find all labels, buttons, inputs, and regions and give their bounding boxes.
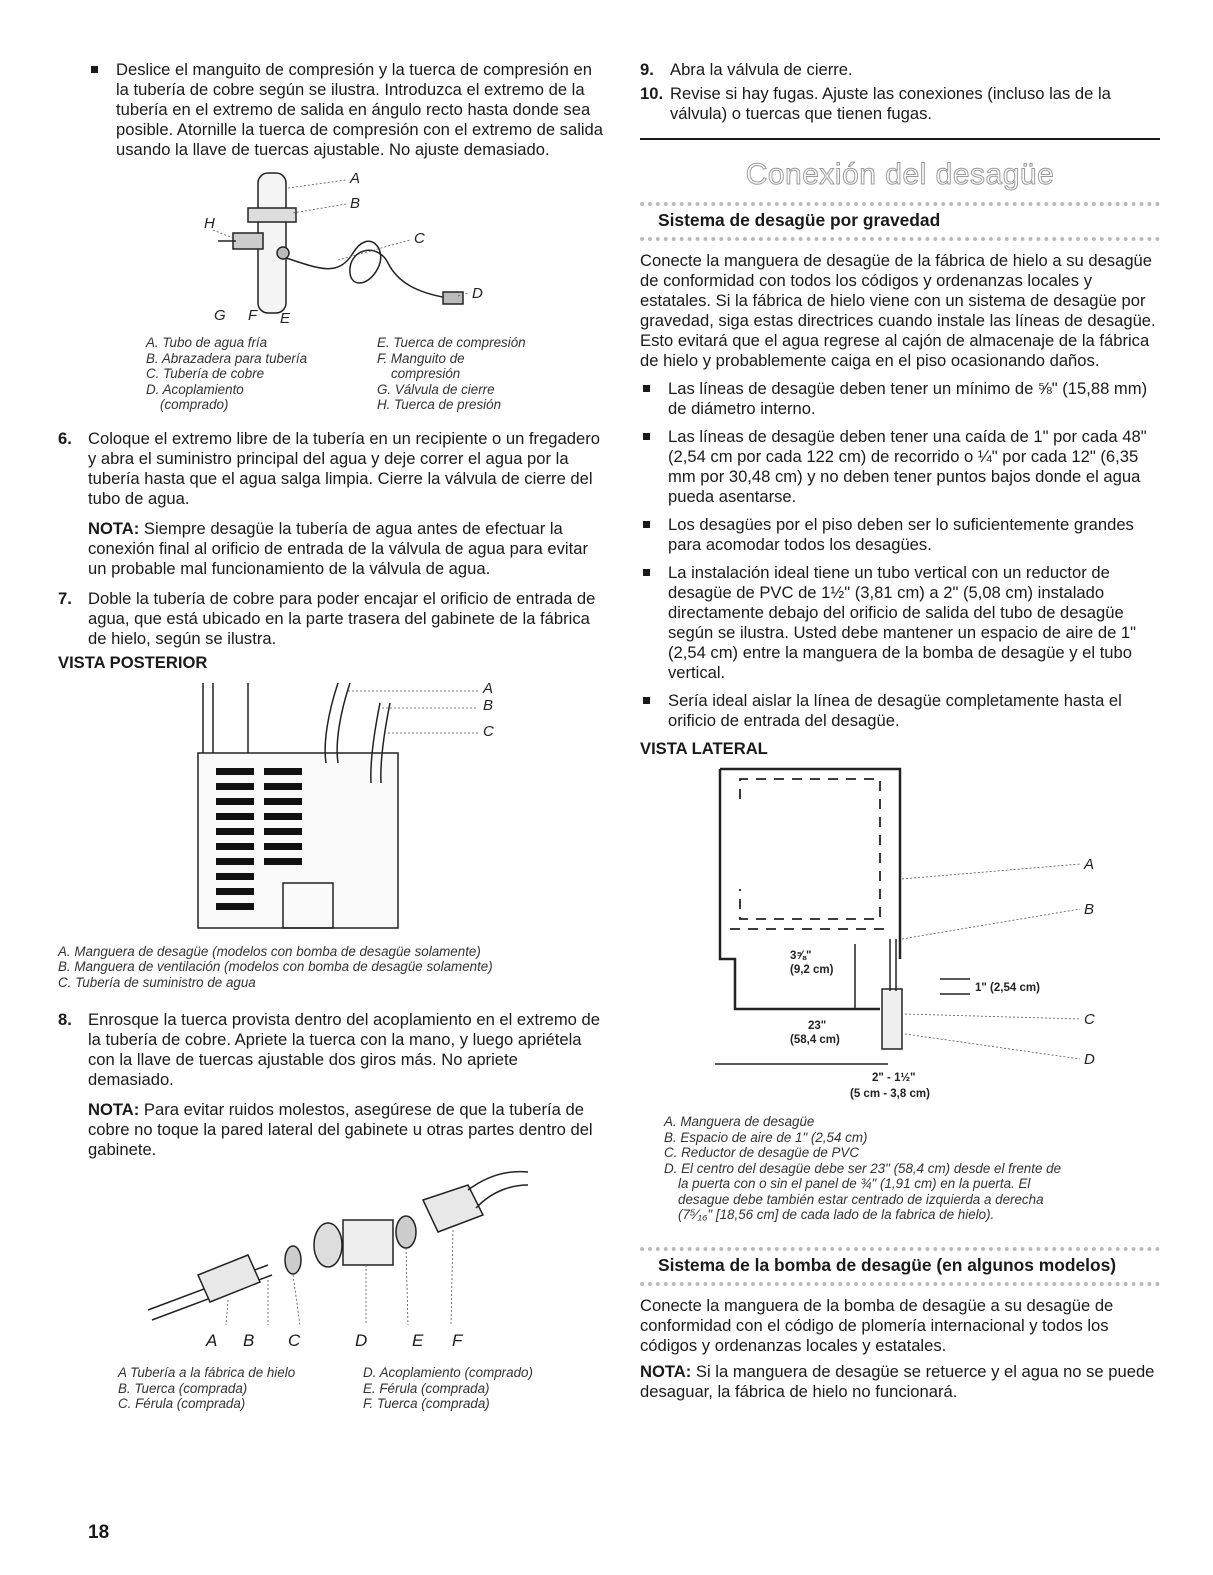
fig3-captions — [88, 1365, 608, 1412]
step-9: 9. Abra la válvula de cierre. — [640, 60, 853, 79]
step-8: 8. Enrosque la tuerca provista dentro del acoplamiento en el extremo de la tubería de cobre. Apriete la tuerca con la mano, y luego apriétela con la llave de tuercas ajustable dos giros más. No apriete demasiado. — [58, 1010, 600, 1089]
figure-side-view — [640, 759, 1160, 1109]
dim-gap: 1" (2,54 cm) — [975, 982, 1040, 994]
caption: F. Tuerca (comprada) — [363, 1396, 490, 1411]
fig1-captions — [88, 335, 608, 413]
caption: A. Tubo de agua fría — [146, 335, 268, 350]
fig3-label-c: C — [288, 1331, 301, 1350]
fig1-label-c: C — [414, 230, 425, 247]
figure-rear-view — [88, 673, 608, 933]
figure-valve-assembly — [88, 168, 608, 328]
pump-drain-heading: Sistema de la bomba de desagüe (en algunos modelos) — [640, 1247, 1160, 1286]
fig4-label-a: A — [1084, 856, 1095, 873]
dim-depth-cm: (58,4 cm) — [790, 1034, 840, 1046]
pump-text: Conecte la manguera de la bomba de desagüe a su desagüe de conformidad con el código de plomería internacional y todos los códigos y ordenanzas locales y estatales. — [640, 1295, 1114, 1355]
caption: E. Tuerca de compresión — [377, 335, 526, 350]
caption: H. Tuerca de presión — [377, 397, 502, 412]
caption: B. Abrazadera para tubería — [146, 350, 308, 366]
right-column — [640, 60, 1160, 1402]
caption: A. Manguera de desagüe — [664, 1114, 815, 1129]
vista-lateral-heading: VISTA LATERAL — [640, 739, 768, 758]
drain-bullet: La instalación ideal tiene un tubo vertical con un reductor de desagüe de PVC de 1½" (3,81 cm) a 2" (5,08 cm) instalado directamente debajo del orificio de salida del tubo de desagüe según se ilustra. Usted debe mantener un espacio de aire de 1" (2,54 cm) entre la manguera de la bomba de desagüe y el tubo vertical. — [640, 563, 1160, 683]
caption: desague debe también estar centrado de izquierda a derecha — [678, 1191, 1044, 1207]
fig2-label-b: B — [483, 696, 494, 714]
step-6: 6. Coloque el extremo libre de la tubería en un recipiente o un fregadero y abra el suministro principal del agua y deje correr el agua por la tubería hasta que el agua salga limpia. Cierre la válvula de cierre del tubo de agua. — [58, 428, 600, 508]
fig2-captions — [58, 944, 608, 991]
dim-pipe: 2" - 1½" — [872, 1072, 916, 1084]
fig1-label-f: F — [248, 307, 258, 324]
note-8: NOTA: Para evitar ruidos molestos, asegúrese de que la tubería de cobre no toque la pared lateral del gabinete u otras partes dentro del gabinete. — [88, 1100, 593, 1159]
pump-note: NOTA: Si la manguera de desagüe se retuerce y el agua no se puede desaguar, la fábrica de hielo no funcionará. — [640, 1361, 1155, 1401]
fig1-label-a: A — [350, 170, 361, 187]
caption: C. Reductor de desagüe de PVC — [664, 1145, 860, 1160]
fig2-label-a: A — [483, 679, 494, 697]
caption: (7⁵⁄₁₆" [18,56 cm] de cada lado de la fabrica de hielo). — [678, 1207, 995, 1222]
fig3-label-f: F — [452, 1331, 463, 1350]
figure-fittings — [88, 1160, 608, 1340]
left-column — [58, 60, 608, 1412]
caption: (comprado) — [160, 397, 229, 412]
fig4-label-b: B — [1084, 901, 1095, 918]
caption: C. Tubería de cobre — [146, 366, 265, 381]
drain-bullet: Los desagües por el piso deben ser lo suficientemente grandes para acomodar todos los desagües. — [640, 515, 1160, 555]
dim-depth: 23" — [808, 1020, 827, 1032]
caption: F. Manguito de — [377, 350, 465, 366]
drain-bullet: Las líneas de desagüe deben tener una caída de 1" por cada 48" (2,54 cm por cada 122 cm) de recorrido o ¼" por cada 12" (6,35 mm por 30,48 cm) y no deben tener puntos bajos donde el agua pueda asentarse. — [640, 427, 1160, 507]
fig1-label-d: D — [472, 285, 483, 302]
dim-pipe-cm: (5 cm - 3,8 cm) — [850, 1088, 930, 1100]
dim-height-cm: (9,2 cm) — [790, 964, 834, 976]
step-10: 10. Revise si hay fugas. Ajuste las conexiones (incluso las de la válvula) o tuercas que tienen fugas. — [640, 84, 1111, 123]
fig1-label-e: E — [280, 310, 291, 327]
divider — [640, 138, 1160, 140]
dim-height: 3⅝" — [790, 950, 812, 962]
caption: B. Tuerca (comprada) — [118, 1380, 248, 1396]
caption: D. Acoplamiento (comprado) — [363, 1365, 533, 1380]
gravity-drain-heading: Sistema de desagüe por gravedad — [640, 202, 1160, 241]
step-7: 7. Doble la tubería de cobre para poder encajar el orificio de entrada de agua, que está ubicado en la parte trasera del gabinete de la fábrica de hielo, según se ilustra. — [58, 588, 596, 648]
fig4-captions — [640, 1114, 1160, 1223]
caption: E. Férula (comprada) — [363, 1380, 490, 1396]
fig3-label-e: E — [412, 1331, 424, 1350]
vista-posterior-heading: VISTA POSTERIOR — [58, 652, 208, 672]
fig3-label-d: D — [355, 1331, 368, 1350]
caption: D. El centro del desagüe debe ser 23" (58,4 cm) desde el frente de — [664, 1160, 1062, 1176]
caption: la puerta con o sin el panel de ¾" (1,91 cm) en la puerta. El — [678, 1176, 1031, 1191]
caption: A Tubería a la fábrica de hielo — [118, 1365, 296, 1380]
page-number: 18 — [88, 1522, 110, 1543]
caption: A. Manguera de desagüe (modelos con bomba de desagüe solamente) — [58, 943, 481, 959]
fig3-label-a: A — [206, 1331, 218, 1350]
fig1-label-g: G — [214, 307, 226, 324]
caption: C. Tubería de suministro de agua — [58, 974, 256, 990]
fig3-label-b: B — [243, 1331, 255, 1350]
gravity-intro: Conecte la manguera de desagüe de la fábrica de hielo a su desagüe de conformidad con todos los códigos y ordenanzas locales y estatales. Si la fábrica de hielo viene con un sistema de desagüe por gravedad, siga estas directrices cuando instale las líneas de desagüe. Esto evitará que el agua regrese al cajón de almacenaje de la fábrica de hielo y probablemente caiga en el piso ocasionando daños. — [640, 251, 1156, 370]
drain-bullet: Las líneas de desagüe deben tener un mínimo de ⅝" (15,88 mm) de diámetro interno. — [640, 379, 1160, 419]
caption: B. Manguera de ventilación (modelos con bomba de desagüe solamente) — [58, 959, 493, 974]
drain-bullet: Sería ideal aislar la línea de desagüe completamente hasta el orificio de entrada del desagüe. — [640, 691, 1160, 731]
caption: compresión — [391, 366, 461, 381]
caption: D. Acoplamiento — [146, 381, 244, 397]
fig2-label-c: C — [483, 722, 494, 740]
section-title: Conexión del desagüe — [745, 158, 1055, 191]
caption: C. Férula (comprada) — [118, 1396, 246, 1411]
caption: G. Válvula de cierre — [377, 381, 495, 397]
fig4-label-c: C — [1084, 1011, 1095, 1028]
caption: B. Espacio de aire de 1" (2,54 cm) — [664, 1129, 868, 1145]
note-6: NOTA: Siempre desagüe la tubería de agua antes de efectuar la conexión final al orificio de entrada de la válvula de agua para evitar un probable mal funcionamiento de la válvula de agua. — [88, 518, 588, 578]
bullet-intro: Deslice el manguito de compresión y la tuerca de compresión en la tubería de cobre según se ilustra. Introduzca el extremo de la tubería en el extremo de salida en ángulo recto hasta donde sea posible. Atornille la tuerca de compresión con el extremo de salida usando la llave de tuercas ajustable. No ajuste demasiado. — [88, 60, 608, 160]
fig1-label-h: H — [204, 215, 215, 232]
fig1-label-b: B — [350, 195, 361, 212]
fig4-label-d: D — [1084, 1051, 1095, 1068]
